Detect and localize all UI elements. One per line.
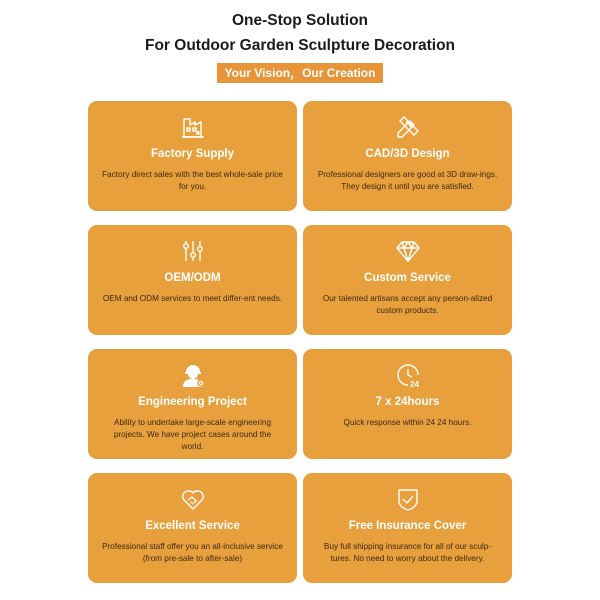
page-title-line-2: For Outdoor Garden Sculpture Decoration bbox=[144, 37, 456, 54]
card-factory-supply bbox=[88, 101, 297, 211]
factory-icon bbox=[88, 113, 297, 141]
card-description: OEM and ODM services to meet differ-ent needs. bbox=[102, 294, 283, 303]
tagline-badge: Your Vision，Our Creation bbox=[217, 63, 384, 83]
card-title: Free Insurance Cover bbox=[348, 520, 467, 532]
handshake-heart-icon bbox=[88, 485, 297, 513]
sliders-icon bbox=[88, 237, 297, 265]
card-7x24-hours bbox=[303, 349, 512, 459]
card-description: Factory direct sales with the best whole-sale price for you. bbox=[102, 170, 283, 191]
card-title: Custom Service bbox=[364, 272, 451, 284]
card-title: Engineering Project bbox=[138, 396, 247, 408]
card-description: Buy full shipping insurance for all of our sculp-tures. No need to worry about the delivery. bbox=[323, 542, 492, 563]
card-excellent-service bbox=[88, 473, 297, 583]
card-custom-service bbox=[303, 225, 512, 335]
card-engineering-project bbox=[88, 349, 297, 459]
card-description: Quick response within 24 24 hours. bbox=[343, 418, 472, 427]
tagline-wrapper bbox=[0, 63, 600, 83]
clock-24-icon bbox=[303, 361, 512, 389]
card-description: Professional designers are good at 3D draw-ings. They design it until you are satisfied. bbox=[317, 170, 498, 191]
card-title: 7 x 24hours bbox=[375, 396, 440, 408]
card-description: Our talented artisans accept any person-alized custom products. bbox=[322, 294, 493, 315]
engineer-icon bbox=[88, 361, 297, 389]
card-title: Excellent Service bbox=[145, 520, 240, 532]
cad-design-icon bbox=[303, 113, 512, 141]
page-title-line-1: One-Stop Solution bbox=[231, 12, 369, 29]
card-title: CAD/3D Design bbox=[365, 148, 450, 160]
card-description: Professional staff offer you an all-inclusive service (from pre-sale to after-sale) bbox=[102, 542, 283, 563]
diamond-icon bbox=[303, 237, 512, 265]
card-title: OEM/ODM bbox=[164, 272, 221, 284]
card-description: Ability to undertake large-scale engineering projects. We have project cases around the world. bbox=[113, 418, 272, 451]
card-title: Factory Supply bbox=[150, 148, 235, 160]
svg-text:24: 24 bbox=[409, 380, 419, 389]
shield-check-icon bbox=[303, 485, 512, 513]
card-free-insurance-cover bbox=[303, 473, 512, 583]
card-oem-odm bbox=[88, 225, 297, 335]
card-cad-3d-design bbox=[303, 101, 512, 211]
